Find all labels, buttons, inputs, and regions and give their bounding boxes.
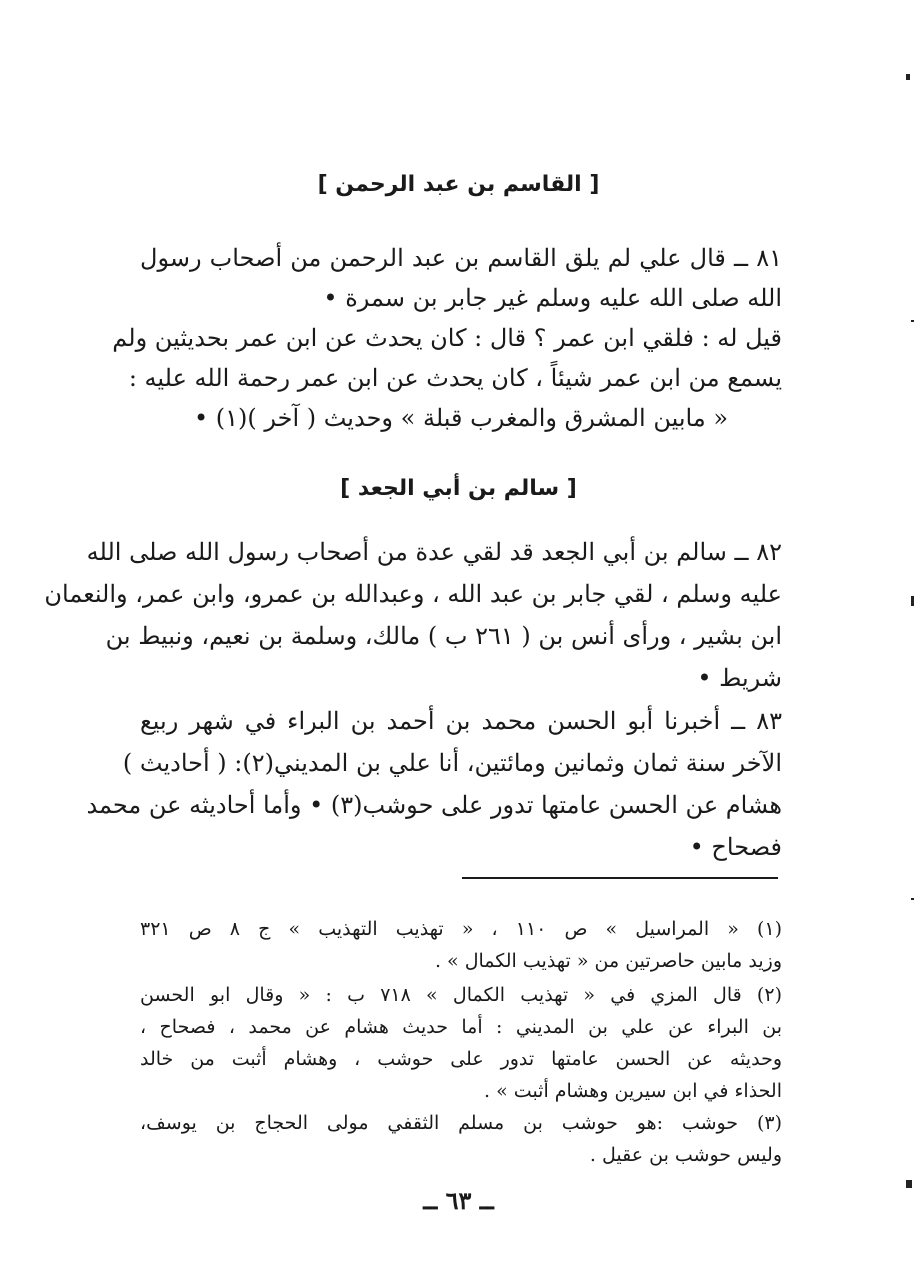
- scan-mark: [911, 596, 914, 606]
- entry-line: فصحاح •: [689, 833, 782, 861]
- footnote-divider: [462, 877, 778, 879]
- page-number: ــ ٦٣ ــ: [423, 1186, 494, 1215]
- entry-line: الله صلى الله عليه وسلم غير جابر بن سمرة •: [323, 284, 782, 312]
- scan-mark: [911, 898, 914, 900]
- footnote-line: (٣) حوشب :هو حوشب بن مسلم الثقفي مولى الحجاج بن يوسف،: [140, 1112, 782, 1134]
- entry-line: عليه وسلم ، لقي جابر بن عبد الله ، وعبدالله بن عمرو، وابن عمر، والنعمان: [44, 580, 782, 608]
- entry-line: « مابين المشرق والمغرب قبلة » وحديث ( آخر )(١) •: [193, 404, 729, 432]
- footnote-line: (٢) قال المزي في « تهذيب الكمال » ٧١٨ ب : « وقال ابو الحسن: [140, 984, 782, 1006]
- footnote-line: وحديثه عن الحسن عامتها تدور على حوشب ، وهشام أثبت من خالد: [140, 1048, 782, 1070]
- entry-line: هشام عن الحسن عامتها تدور على حوشب(٣) • وأما أحاديثه عن محمد: [86, 791, 782, 819]
- entry-line: ابن بشير ، ورأى أنس بن ( ٢٦١ ب ) مالك، وسلمة بن نعيم، ونبيط بن: [105, 622, 782, 650]
- scan-mark: [906, 1180, 912, 1188]
- section-heading-salim: [ سالم بن أبي الجعد ]: [340, 476, 577, 501]
- footnote-line: بن البراء عن علي بن المديني : أما حديث هشام عن محمد ، فصحاح ،: [140, 1016, 782, 1038]
- entry-line: شريط •: [697, 664, 782, 692]
- entry-line: ٨١ ــ قال علي لم يلق القاسم بن عبد الرحمن من أصحاب رسول: [140, 244, 782, 272]
- scan-mark: [911, 320, 914, 322]
- footnote-line: وزيد مابين حاصرتين من « تهذيب الكمال » .: [434, 950, 782, 972]
- entry-line: ٨٣ ــ أخبرنا أبو الحسن محمد بن أحمد بن البراء في شهر ربيع: [140, 707, 782, 735]
- entry-line: يسمع من ابن عمر شيئاً ، كان يحدث عن ابن عمر رحمة الله عليه :: [128, 364, 782, 392]
- entry-line: ٨٢ ــ سالم بن أبي الجعد قد لقي عدة من أصحاب رسول الله صلى الله: [86, 538, 782, 566]
- scan-mark: [906, 74, 910, 80]
- footnote-line: الحذاء في ابن سيرين وهشام أثبت » .: [484, 1080, 782, 1102]
- entry-line: الآخر سنة ثمان وثمانين ومائتين، أنا علي بن المديني(٢): ( أحاديث ): [122, 749, 782, 777]
- entry-line: قيل له : فلقي ابن عمر ؟ قال : كان يحدث عن ابن عمر بحديثين ولم: [112, 324, 782, 352]
- section-heading-qasim: [ القاسم بن عبد الرحمن ]: [317, 172, 600, 197]
- footnote-line: (١) « المراسيل » ص ١١٠ ، « تهذيب التهذيب » ج ٨ ص ٣٢١: [140, 918, 782, 940]
- footnote-line: وليس حوشب بن عقيل .: [589, 1144, 782, 1166]
